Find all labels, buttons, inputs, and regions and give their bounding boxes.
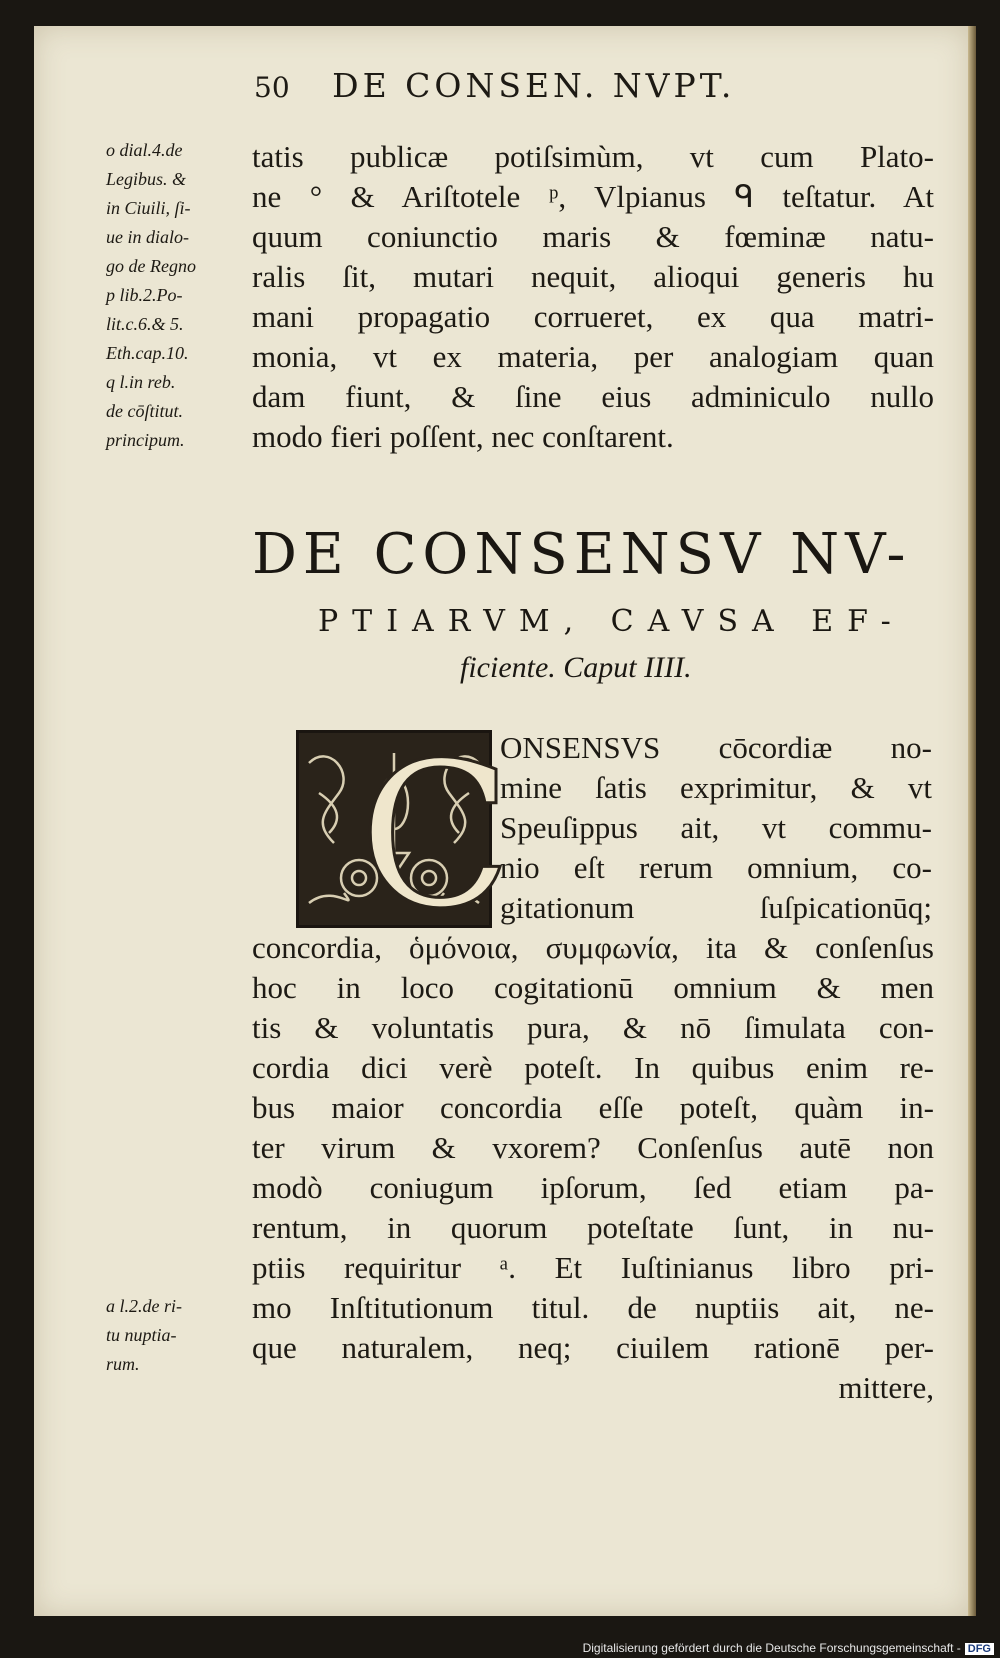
main-paragraph bbox=[252, 928, 934, 1408]
drop-cap-letter: C bbox=[359, 720, 513, 953]
decorated-initial bbox=[296, 720, 513, 953]
text-line: quum coniunctio maris & fœminæ natu- bbox=[252, 219, 934, 254]
text-line: ptiis requiritur ᵃ. Et Iuſtinianus libro pri- bbox=[252, 1250, 934, 1285]
text-line: Speuſippus ait, vt commu- bbox=[500, 810, 932, 845]
credit-text: Digitalisierung gefördert durch die Deutsche Forschungsgemeinschaft - bbox=[582, 1641, 961, 1655]
text-line: que naturalem, neq; ciuilem rationē per- bbox=[252, 1330, 934, 1365]
text-line: gitationum ſuſpicationūq; bbox=[500, 890, 932, 925]
margin-note-line: principum. bbox=[106, 430, 185, 450]
text-line: modo fieri poſſent, nec conſtarent. bbox=[252, 419, 674, 454]
text-line: ONSENSVS cōcordiæ no- bbox=[500, 730, 932, 765]
margin-notes-top bbox=[106, 136, 246, 455]
text-line: ne ° & Ariſtotele ᵖ, Vlpianus ᑫ teſtatur. At bbox=[252, 179, 934, 214]
page-number: 50 bbox=[254, 71, 290, 104]
text-line: tatis publicæ potiſsimùm, vt cum Plato- bbox=[252, 139, 934, 174]
margin-note-line: Eth.cap.10. bbox=[106, 343, 189, 363]
margin-note-line: de cōſtitut. bbox=[106, 401, 183, 421]
margin-note-line: q l.in reb. bbox=[106, 372, 176, 392]
chapter-heading-line-1: DE CONSENSV NV- bbox=[252, 522, 912, 587]
margin-notes-bottom bbox=[106, 1292, 246, 1379]
digitization-credit bbox=[583, 1641, 994, 1655]
text-line: tis & voluntatis pura, & nō ſimulata con- bbox=[252, 1010, 934, 1045]
margin-note-line: Legibus. & bbox=[106, 169, 187, 189]
margin-note-line: o dial.4.de bbox=[106, 140, 183, 160]
text-line: cordia dici verè poteſt. In quibus enim re- bbox=[252, 1050, 934, 1085]
woodcut-initial-icon bbox=[299, 720, 513, 953]
chapter-heading-line-3: ficiente. Caput IIII. bbox=[460, 651, 692, 684]
text-line: mine ſatis exprimitur, & vt bbox=[500, 770, 932, 805]
text-line: ter virum & vxorem? Conſenſus autē non bbox=[252, 1130, 934, 1165]
text-line: modò coniugum ipſorum, ſed etiam pa- bbox=[252, 1170, 934, 1205]
margin-note-line: lit.c.6.& 5. bbox=[106, 314, 184, 334]
margin-note-line: in Ciuili, ſi- bbox=[106, 198, 191, 218]
chapter-heading-line-2: PTIARVM, CAVSA EF- bbox=[318, 604, 905, 639]
text-line: concordia, ὁμόνοια, συμφωνία, ita & conſenſus bbox=[252, 930, 934, 965]
catchword: mittere, bbox=[838, 1370, 934, 1405]
text-line: dam fiunt, & ſine eius adminiculo nullo bbox=[252, 379, 934, 414]
text-line: bus maior concordia eſſe poteſt, quàm in- bbox=[252, 1090, 934, 1125]
margin-note-line: rum. bbox=[106, 1354, 140, 1374]
text-line: ralis ſit, mutari nequit, alioqui generis hu bbox=[252, 259, 934, 294]
text-line: rentum, in quorum poteſtate ſunt, in nu- bbox=[252, 1210, 934, 1245]
running-head bbox=[254, 66, 854, 105]
text-line: mani propagatio corrueret, ex qua matri- bbox=[252, 299, 934, 334]
margin-note-line: ue in dialo- bbox=[106, 227, 189, 247]
text-line: hoc in loco cogitationū omnium & men bbox=[252, 970, 934, 1005]
running-title: DE CONSEN. NVPT. bbox=[332, 66, 736, 105]
margin-note-line: p lib.2.Po- bbox=[106, 285, 183, 305]
dfg-logo-icon: DFG bbox=[965, 1643, 994, 1655]
top-paragraph bbox=[252, 137, 934, 457]
text-line: nio eſt rerum omnium, co- bbox=[500, 850, 932, 885]
margin-note-line: tu nuptia- bbox=[106, 1325, 177, 1345]
text-line: monia, vt ex materia, per analogiam quan bbox=[252, 339, 934, 374]
margin-note-line: go de Regno bbox=[106, 256, 196, 276]
text-line: mo Inſtitutionum titul. de nuptiis ait, ne- bbox=[252, 1290, 934, 1325]
margin-note-line: a l.2.de ri- bbox=[106, 1296, 182, 1316]
intro-lines bbox=[500, 728, 932, 928]
